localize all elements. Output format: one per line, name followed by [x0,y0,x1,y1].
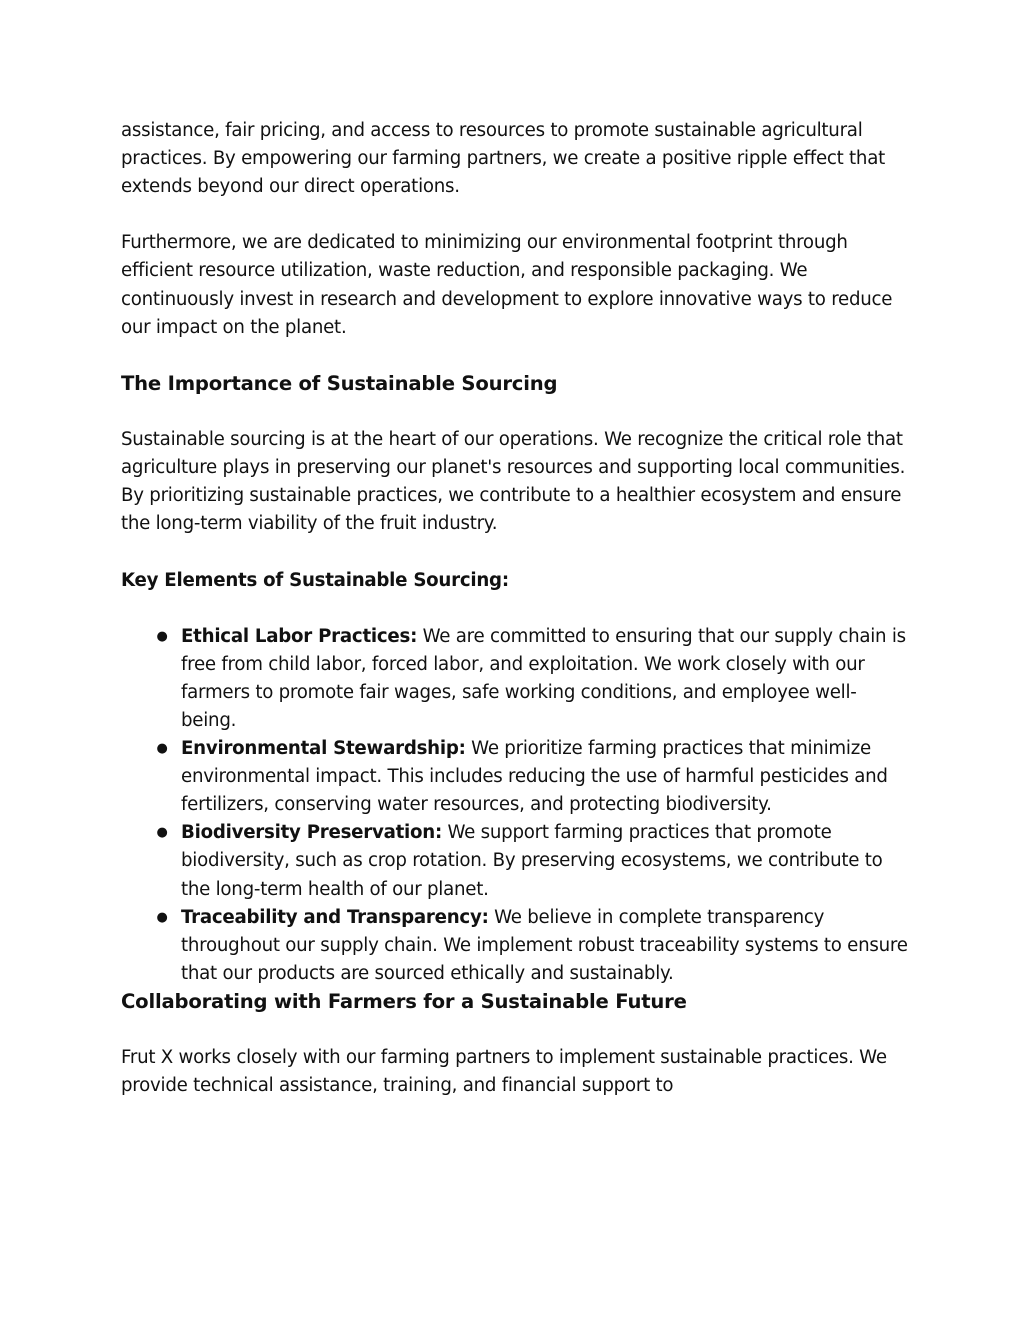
list-item [121,623,911,735]
paragraph-environmental-footprint: Furthermore, we are dedicated to minimizing our environmental footprint through efficient resource utilization, waste reduction, and responsible packaging. We continuously invest in research and development to explore innovative ways to reduce our impact on the planet. [121,232,893,338]
list-item-text: We believe in complete transparency throughout our supply chain. We implement robust traceability systems to ensure that our products are sourced ethically and sustainably. [181,906,908,984]
list-item-term: Biodiversity Preservation: [181,822,442,844]
heading-collaborating-with-farmers: Collaborating with Farmers for a Sustainable Future [121,989,687,1013]
heading-key-elements: Key Elements of Sustainable Sourcing: [121,569,509,591]
bullet-icon: ● [156,628,168,644]
paragraph-intro-continued: assistance, fair pricing, and access to resources to promote sustainable agricultural practices. By empowering our farming partners, we create a positive ripple effect that extends beyond our direct operations. [121,120,885,198]
paragraph-sustainable-sourcing: Sustainable sourcing is at the heart of our operations. We recognize the critical role that agriculture plays in preserving our planet's resources and supporting local communities. By prioritizing sustainable practices, we contribute to a healthier ecosystem and ensure the long-term viability of the fruit industry. [121,429,906,535]
list-item-text: We support farming practices that promote biodiversity, such as crop rotation. By preserving ecosystems, we contribute to the long-term health of our planet. [181,822,883,900]
list-item [121,735,911,819]
heading-importance-sustainable-sourcing: The Importance of Sustainable Sourcing [121,371,558,395]
document-page [121,117,911,1100]
paragraph-frut-x-collaboration: Frut X works closely with our farming partners to implement sustainable practices. We provide technical assistance, training, and financial support to [121,1047,887,1097]
list-item [121,904,911,988]
list-item [121,819,911,903]
bullet-icon: ● [156,909,168,925]
list-item-term: Traceability and Transparency: [181,906,489,928]
list-item-text: We prioritize farming practices that minimize environmental impact. This includes reducing the use of harmful pesticides and fertilizers, conserving water resources, and protecting biodiversity. [181,738,888,816]
list-item-text: We are committed to ensuring that our supply chain is free from child labor, forced labor, and exploitation. We work closely with our farmers to promote fair wages, safe working conditions, and employee well-being. [181,625,906,731]
list-item-term: Environmental Stewardship: [181,738,466,760]
key-elements-list [121,623,911,988]
bullet-icon: ● [156,741,168,757]
list-item-term: Ethical Labor Practices: [181,625,418,647]
bullet-icon: ● [156,825,168,841]
